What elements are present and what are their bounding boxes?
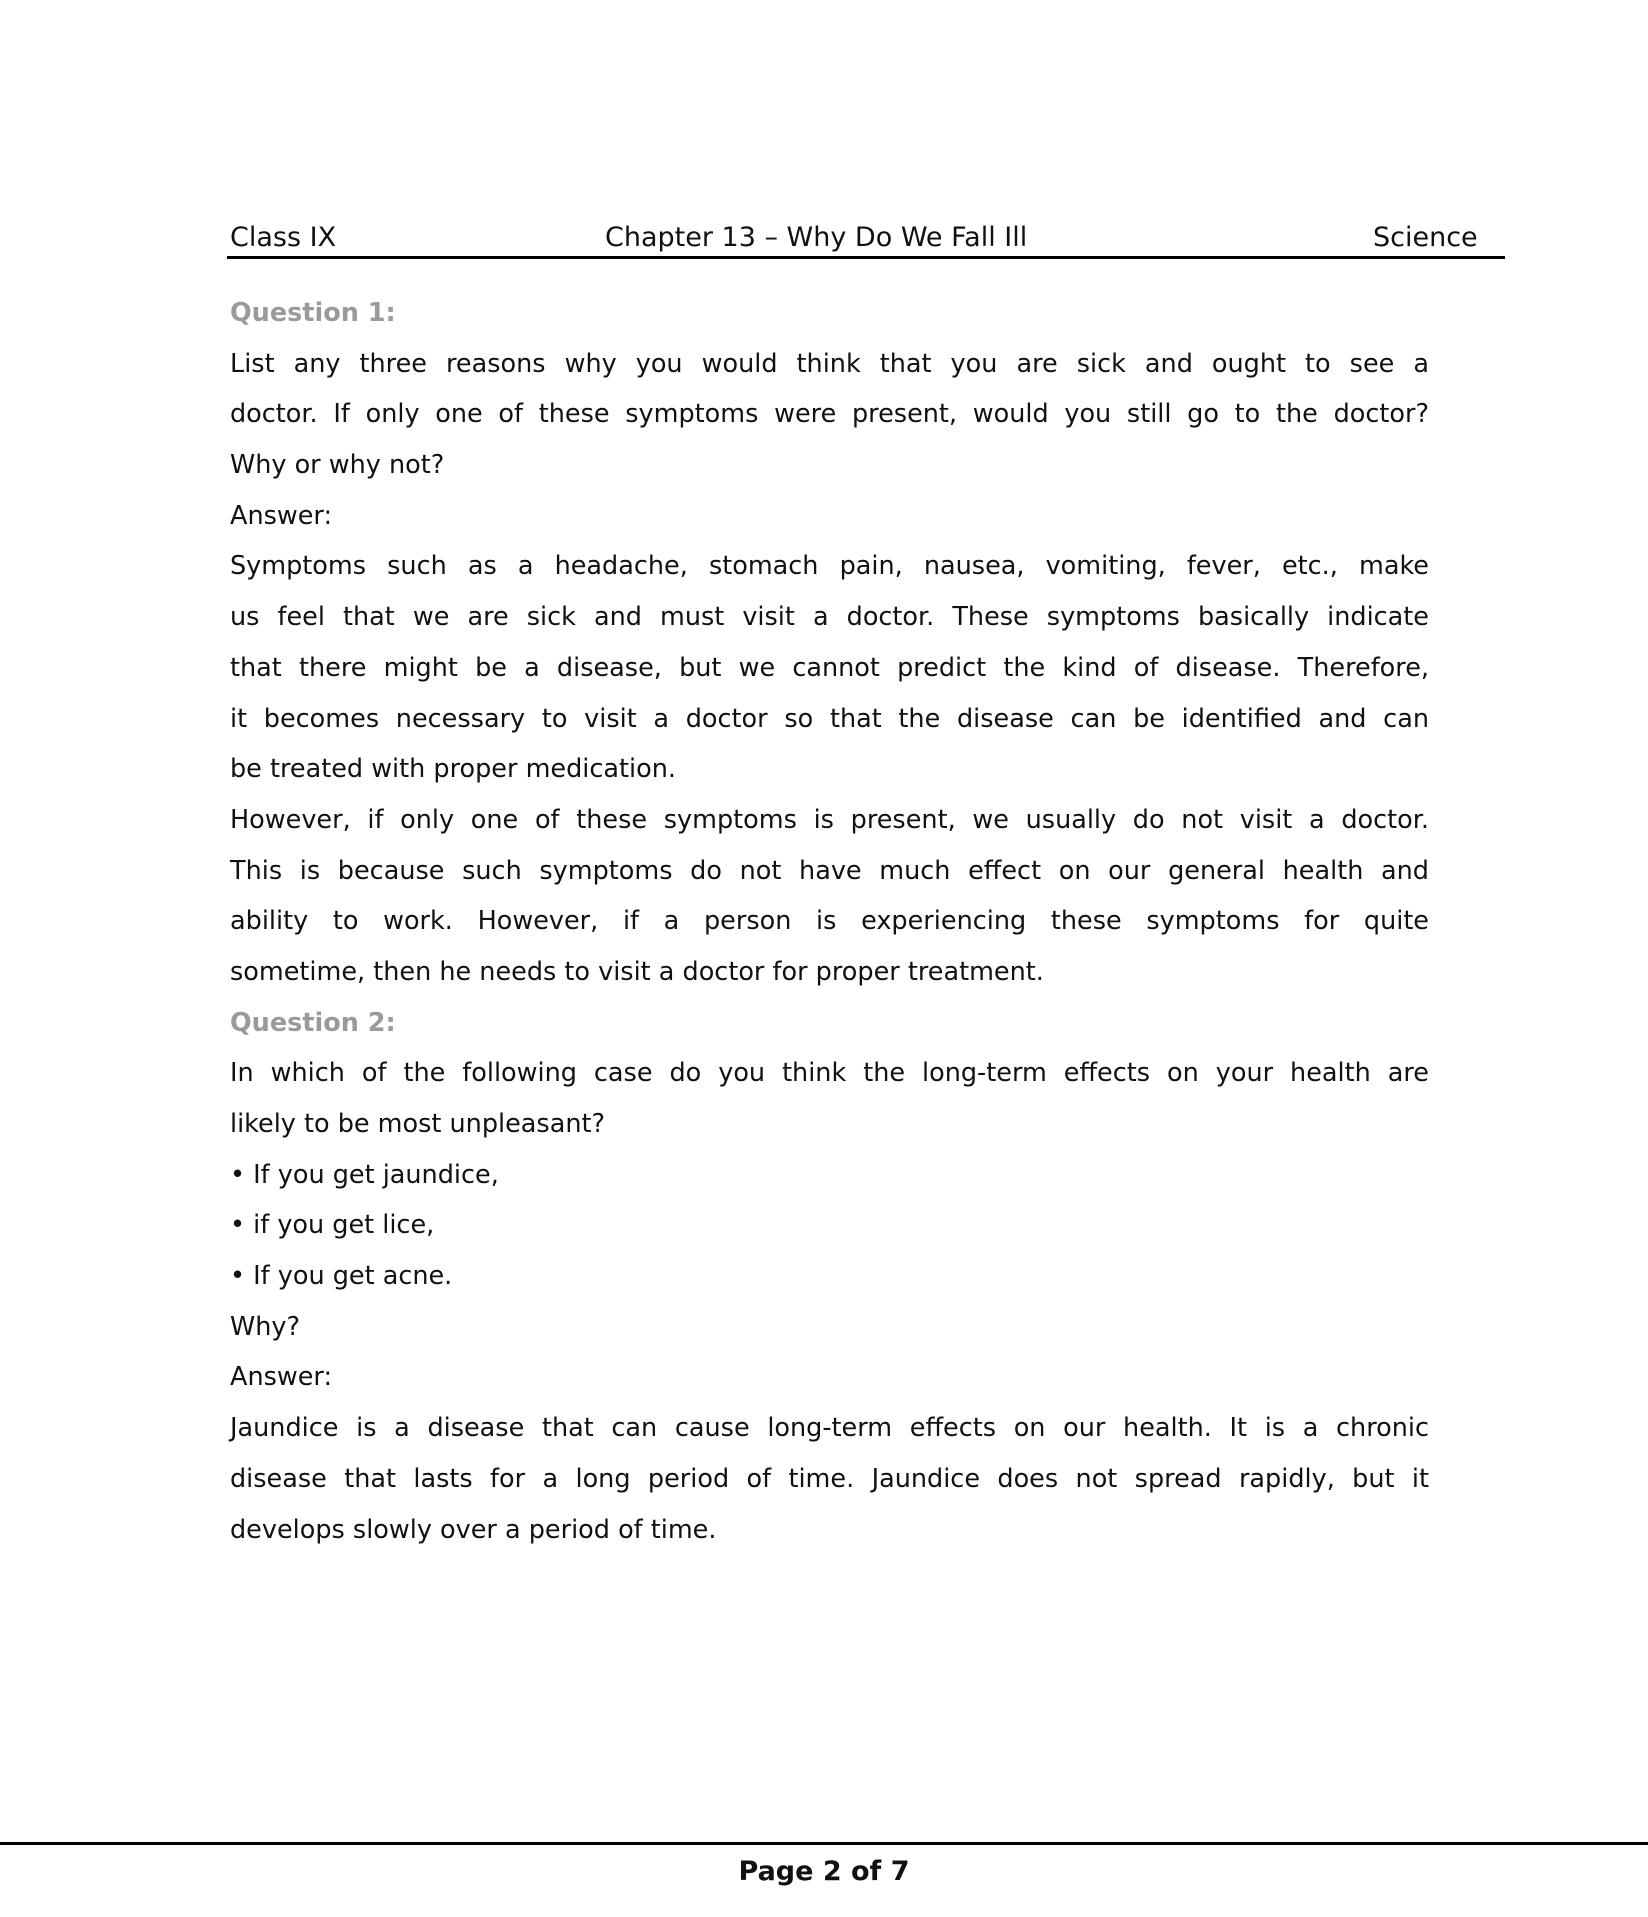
text-line: In which of the following case do you think the long-term effects on your health are	[230, 1058, 1429, 1089]
text-line: However, if only one of these symptoms is present, we usually do not visit a doctor.	[230, 804, 1429, 835]
header-chapter: Chapter 13 – Why Do We Fall Ill	[605, 222, 1028, 253]
text-line: develops slowly over a period of time.	[230, 1514, 717, 1545]
text-line: Answer:	[230, 1362, 333, 1393]
text-line: Answer:	[230, 500, 333, 531]
text-line: • If you get jaundice,	[230, 1159, 499, 1190]
text-line: doctor. If only one of these symptoms were present, would you still go to the doctor?	[230, 399, 1429, 430]
text-line: Why or why not?	[230, 450, 445, 481]
text-line: ability to work. However, if a person is experiencing these symptoms for quite	[230, 906, 1429, 937]
text-line: This is because such symptoms do not have much effect on our general health and	[230, 855, 1429, 886]
question-heading: Question 2:	[230, 1007, 396, 1038]
text-line: • If you get acne.	[230, 1261, 453, 1292]
text-line: be treated with proper medication.	[230, 754, 676, 785]
text-line: • if you get lice,	[230, 1210, 435, 1241]
question-heading: Question 1:	[230, 298, 396, 328]
text-line: sometime, then he needs to visit a doctor for proper treatment.	[230, 956, 1044, 987]
text-line: Why?	[230, 1311, 301, 1342]
text-line: that there might be a disease, but we cannot predict the kind of disease. Therefore,	[230, 652, 1429, 683]
header-subject: Science	[1373, 222, 1478, 253]
text-line: likely to be most unpleasant?	[230, 1109, 606, 1139]
text-line: disease that lasts for a long period of time. Jaundice does not spread rapidly, but it	[230, 1463, 1429, 1494]
footer-divider	[0, 1842, 1648, 1845]
page-number: Page 2 of 7	[738, 1856, 910, 1887]
text-line: Symptoms such as a headache, stomach pain, nausea, vomiting, fever, etc., make	[230, 551, 1429, 582]
text-line: Jaundice is a disease that can cause long-term effects on our health. It is a chronic	[230, 1413, 1429, 1444]
document-body	[230, 295, 1429, 1562]
header-class: Class IX	[230, 222, 337, 253]
text-line: it becomes necessary to visit a doctor so that the disease can be identified and can	[230, 703, 1429, 734]
header-divider	[227, 256, 1505, 259]
text-line: us feel that we are sick and must visit a doctor. These symptoms basically indicate	[230, 602, 1429, 633]
text-line: List any three reasons why you would think that you are sick and ought to see a	[230, 348, 1429, 379]
